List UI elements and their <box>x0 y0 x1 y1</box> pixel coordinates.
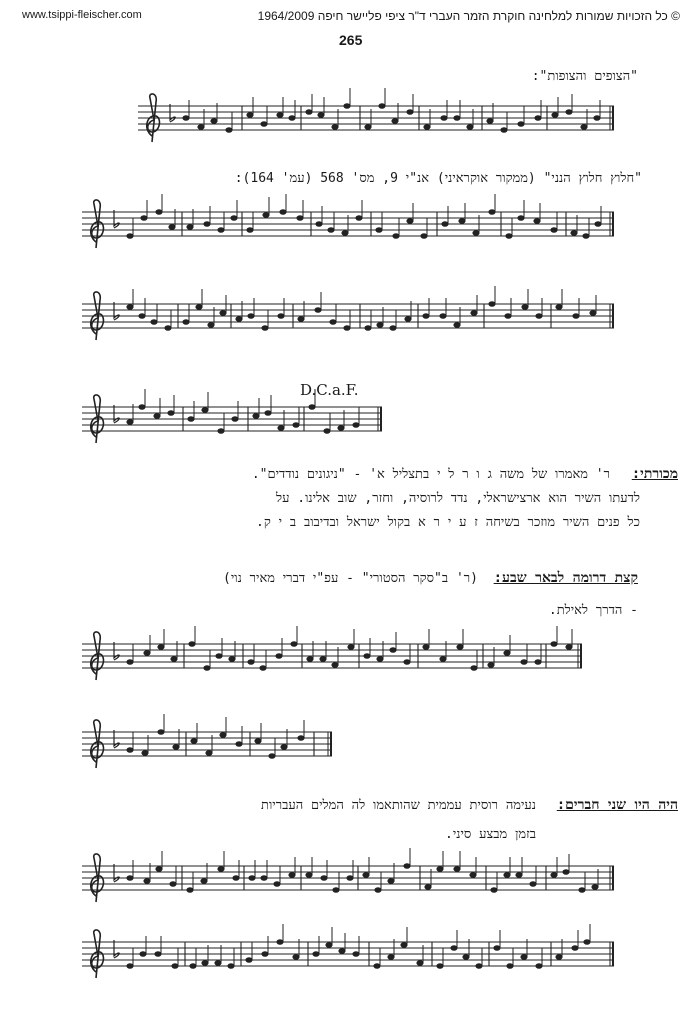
note-head <box>169 225 175 230</box>
note-head <box>226 128 232 133</box>
note-head <box>172 964 178 969</box>
note-head <box>151 320 157 325</box>
note-head <box>363 873 369 878</box>
note-head <box>321 876 327 881</box>
note-head <box>451 946 457 951</box>
note-head <box>392 119 398 124</box>
note-head <box>165 326 171 331</box>
note-head <box>127 748 133 753</box>
note-head <box>571 231 577 236</box>
note-head <box>423 645 429 650</box>
note-head <box>277 940 283 945</box>
note-head <box>470 873 476 878</box>
note-head <box>516 873 522 878</box>
note-head <box>168 411 174 416</box>
note-head <box>454 867 460 872</box>
note-head <box>127 234 133 239</box>
note-head <box>440 314 446 319</box>
note-head <box>246 958 252 963</box>
note-head <box>338 426 344 431</box>
note-head <box>293 423 299 428</box>
note-head <box>581 125 587 130</box>
note-head <box>278 426 284 431</box>
note-head <box>188 417 194 422</box>
note-head <box>566 645 572 650</box>
note-head <box>313 952 319 957</box>
note-head <box>518 216 524 221</box>
note-head <box>202 961 208 966</box>
note-head <box>404 660 410 665</box>
note-head <box>326 943 332 948</box>
note-head <box>595 222 601 227</box>
note-head <box>353 952 359 957</box>
note-head <box>141 216 147 221</box>
note-head <box>342 231 348 236</box>
song2-title: "חלוץ חלוץ הנני" (ממקור אוקראיני) אנ"י 9, מס' 568 (עמ' 164): <box>234 171 642 186</box>
note-head <box>255 739 261 744</box>
note-head <box>189 642 195 647</box>
note-head <box>261 122 267 127</box>
note-head <box>566 110 572 115</box>
note-head <box>247 228 253 233</box>
note-head <box>315 308 321 313</box>
note-head <box>297 216 303 221</box>
note-head <box>377 657 383 662</box>
note-head <box>583 234 589 239</box>
section2-label: קצת דרומה לבאר שבע: <box>493 570 638 586</box>
note-head <box>231 216 237 221</box>
note-head <box>333 888 339 893</box>
section3-label: היה היו שני חברים: <box>556 797 678 813</box>
note-head <box>298 736 304 741</box>
note-head <box>551 873 557 878</box>
note-head <box>487 119 493 124</box>
note-head <box>424 125 430 130</box>
note-head <box>249 876 255 881</box>
note-head <box>353 423 359 428</box>
note-head <box>440 657 446 662</box>
note-head <box>522 305 528 310</box>
note-head <box>454 323 460 328</box>
note-head <box>265 411 271 416</box>
note-head <box>356 216 362 221</box>
note-head <box>590 311 596 316</box>
note-head <box>232 417 238 422</box>
note-head <box>127 964 133 969</box>
note-head <box>457 645 463 650</box>
note-head <box>198 125 204 130</box>
note-head <box>364 654 370 659</box>
note-head <box>556 305 562 310</box>
note-head <box>473 231 479 236</box>
note-head <box>316 222 322 227</box>
note-head <box>260 666 266 671</box>
note-head <box>405 317 411 322</box>
music-staff-1 <box>138 92 614 152</box>
note-head <box>233 876 239 881</box>
note-head <box>306 110 312 115</box>
note-head <box>248 314 254 319</box>
note-head <box>348 645 354 650</box>
note-head <box>407 219 413 224</box>
note-head <box>592 885 598 890</box>
song1-title: "הצופים והצופות": <box>531 69 638 84</box>
note-head <box>556 955 562 960</box>
note-head <box>201 879 207 884</box>
note-head <box>218 867 224 872</box>
note-head <box>324 429 330 434</box>
note-head <box>442 222 448 227</box>
music-staff-8 <box>82 928 614 992</box>
note-head <box>208 323 214 328</box>
note-head <box>417 961 423 966</box>
note-head <box>505 314 511 319</box>
note-head <box>504 873 510 878</box>
note-head <box>423 314 429 319</box>
note-head <box>229 657 235 662</box>
note-head <box>127 876 133 881</box>
note-head <box>320 657 326 662</box>
note-head <box>183 320 189 325</box>
note-head <box>551 642 557 647</box>
note-head <box>183 116 189 121</box>
note-head <box>248 660 254 665</box>
note-head <box>144 879 150 884</box>
note-head <box>393 234 399 239</box>
note-head <box>247 113 253 118</box>
note-head <box>211 119 217 124</box>
note-head <box>127 305 133 310</box>
section1-line3: כל פנים השיר מוזכר בשיחה ז ע י ר א בקול ישראל ובדיבוב ב י ק. <box>256 515 640 530</box>
note-head <box>291 642 297 647</box>
note-head <box>437 867 443 872</box>
note-head <box>377 323 383 328</box>
note-head <box>218 228 224 233</box>
note-head <box>202 408 208 413</box>
note-head <box>535 116 541 121</box>
note-head <box>236 742 242 747</box>
note-head <box>262 326 268 331</box>
music-staff-2 <box>82 198 614 262</box>
note-head <box>572 946 578 951</box>
music-staff-6 <box>82 718 332 782</box>
note-head <box>551 228 557 233</box>
note-head <box>388 879 394 884</box>
dc-al-fine-annotation: D.C.a.F. <box>300 381 359 399</box>
note-head <box>401 943 407 948</box>
note-head <box>374 964 380 969</box>
note-head <box>154 414 160 419</box>
note-head <box>280 210 286 215</box>
note-head <box>127 420 133 425</box>
note-head <box>261 876 267 881</box>
note-head <box>276 654 282 659</box>
note-head <box>156 867 162 872</box>
note-head <box>494 946 500 951</box>
note-head <box>521 955 527 960</box>
section1-line1: ר' מאמרו של משה ג ו ר ל י בתצליל א' - "ניגונים נודדים". <box>251 467 610 482</box>
note-head <box>156 210 162 215</box>
note-head <box>344 104 350 109</box>
note-head <box>365 125 371 130</box>
note-head <box>471 311 477 316</box>
note-head <box>140 952 146 957</box>
music-staff-3 <box>82 290 614 354</box>
note-head <box>332 125 338 130</box>
note-head <box>191 739 197 744</box>
note-head <box>187 888 193 893</box>
note-head <box>307 657 313 662</box>
note-head <box>459 219 465 224</box>
note-head <box>365 326 371 331</box>
note-head <box>306 873 312 878</box>
note-head <box>277 113 283 118</box>
note-head <box>375 888 381 893</box>
note-head <box>491 888 497 893</box>
note-head <box>173 745 179 750</box>
note-head <box>262 952 268 957</box>
note-head <box>534 219 540 224</box>
note-head <box>289 873 295 878</box>
website-url: www.tsippi-fleischer.com <box>22 9 142 21</box>
note-head <box>139 314 145 319</box>
note-head <box>144 651 150 656</box>
note-head <box>170 882 176 887</box>
note-head <box>216 654 222 659</box>
note-head <box>376 228 382 233</box>
note-head <box>501 128 507 133</box>
note-head <box>263 213 269 218</box>
note-head <box>437 964 443 969</box>
note-head <box>293 955 299 960</box>
note-head <box>339 949 345 954</box>
note-head <box>196 305 202 310</box>
note-head <box>463 955 469 960</box>
note-head <box>318 113 324 118</box>
section1-label: מכורתי: <box>631 466 678 482</box>
note-head <box>507 964 513 969</box>
note-head <box>206 751 212 756</box>
note-head <box>215 961 221 966</box>
note-head <box>536 314 542 319</box>
note-head <box>281 745 287 750</box>
note-head <box>521 660 527 665</box>
note-head <box>139 405 145 410</box>
note-head <box>278 314 284 319</box>
note-head <box>220 733 226 738</box>
note-head <box>142 751 148 756</box>
note-head <box>579 888 585 893</box>
note-head <box>330 320 336 325</box>
copyright-notice: © כל הזכויות שמורות למלחינה חוקרת הזמר העברי ד"ר ציפי פליישר חיפה 1964/2009 <box>257 9 680 23</box>
note-head <box>390 648 396 653</box>
music-staff-4 <box>82 393 382 447</box>
note-head <box>171 657 177 662</box>
note-head <box>236 317 242 322</box>
note-head <box>407 110 413 115</box>
section2-line1: (ר' ב"סקר הסטורי" - עפ"י דברי מאיר נוי) <box>223 571 478 586</box>
note-head <box>347 876 353 881</box>
note-head <box>328 228 334 233</box>
note-head <box>404 864 410 869</box>
note-head <box>158 730 164 735</box>
music-staff-7 <box>82 852 614 916</box>
note-head <box>441 116 447 121</box>
note-head <box>309 405 315 410</box>
note-head <box>536 964 542 969</box>
note-head <box>471 666 477 671</box>
note-head <box>390 326 396 331</box>
section3-line1: נעימה רוסית עממית שהותאמו לה המלים העבריות <box>261 798 536 813</box>
music-staff-5 <box>82 630 582 694</box>
note-head <box>379 104 385 109</box>
note-head <box>489 210 495 215</box>
note-head <box>228 964 234 969</box>
note-head <box>204 666 210 671</box>
note-head <box>269 754 275 759</box>
page-number: 265 <box>339 32 363 48</box>
note-head <box>488 663 494 668</box>
section1-line2: לדעתו השיר הוא ארצישראלי, נדד לרוסיה, וחזר, שוב אלינו. על <box>276 491 640 506</box>
note-head <box>289 116 295 121</box>
note-head <box>155 952 161 957</box>
note-head <box>218 429 224 434</box>
note-head <box>563 870 569 875</box>
section2-line2: - הדרך לאילת. <box>548 603 638 618</box>
note-head <box>506 234 512 239</box>
note-head <box>127 660 133 665</box>
note-head <box>344 326 350 331</box>
note-head <box>467 125 473 130</box>
section3-line2: בזמן מבצע סיני. <box>445 827 536 842</box>
note-head <box>535 660 541 665</box>
note-head <box>573 314 579 319</box>
note-head <box>594 116 600 121</box>
note-head <box>552 113 558 118</box>
note-head <box>454 116 460 121</box>
note-head <box>187 225 193 230</box>
note-head <box>489 302 495 307</box>
note-head <box>158 645 164 650</box>
note-head <box>388 955 394 960</box>
note-head <box>190 964 196 969</box>
note-head <box>253 414 259 419</box>
note-head <box>584 940 590 945</box>
note-head <box>504 651 510 656</box>
note-head <box>220 311 226 316</box>
note-head <box>518 122 524 127</box>
note-head <box>476 964 482 969</box>
note-head <box>332 663 338 668</box>
note-head <box>425 885 431 890</box>
note-head <box>530 882 536 887</box>
note-head <box>204 222 210 227</box>
note-head <box>421 234 427 239</box>
note-head <box>274 882 280 887</box>
note-head <box>298 317 304 322</box>
